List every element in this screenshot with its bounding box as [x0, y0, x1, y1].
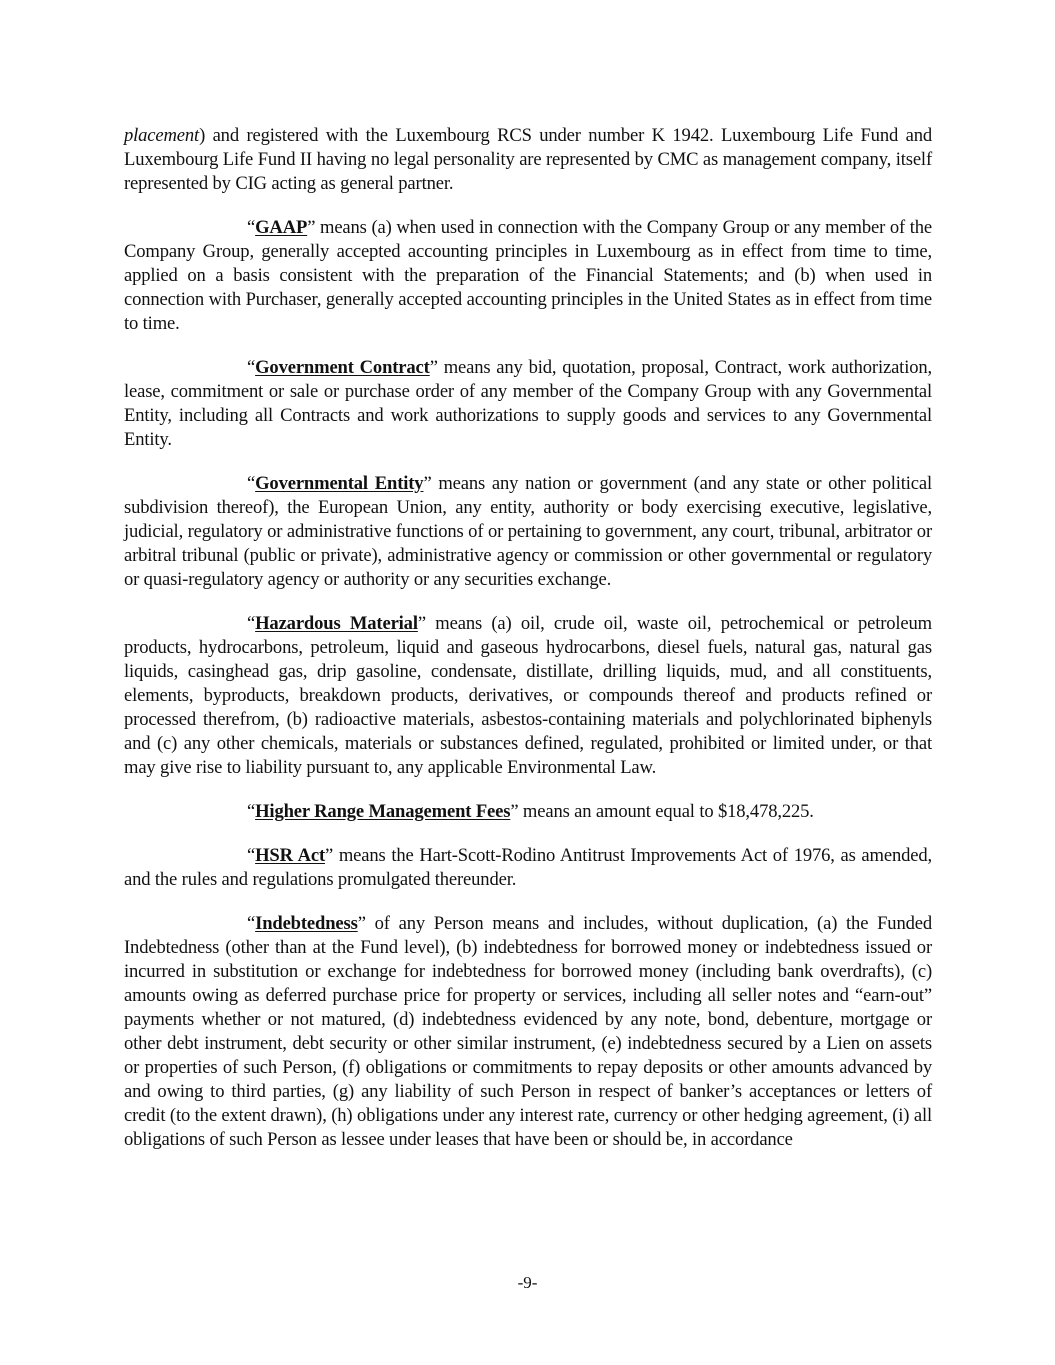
definition-body: means (a) when used in connection with the Company Group or any member of the Company Group, generally accepted accounting principles in Luxembourg as in effect from time to time, applied on a basis consistent with the preparation of the Financial Statements; and (b) when used in connection with Purchaser, generally accepted accounting principles in the United States as in effect from time to time. — [124, 217, 932, 334]
close-quote: ” — [510, 801, 519, 822]
page-number: -9- — [517, 1273, 538, 1292]
defined-term: Governmental Entity — [255, 473, 424, 494]
open-quote: “ — [247, 801, 256, 822]
definition-governmental-entity — [124, 472, 932, 592]
definition-body: means an amount equal to $18,478,225. — [518, 801, 814, 822]
close-quote: ” — [307, 217, 316, 238]
open-quote: “ — [247, 473, 256, 494]
definition-body: means the Hart-Scott-Rodino Antitrust Improvements Act of 1976, as amended, and the rules and regulations promulgated thereunder. — [124, 845, 932, 890]
defined-term: Government Contract — [255, 357, 430, 378]
paragraph-luxembourg-continuation — [124, 124, 932, 196]
italic-lead-text: placement — [124, 125, 200, 146]
open-quote: “ — [247, 845, 256, 866]
definition-hsr-act — [124, 844, 932, 892]
defined-term: Hazardous Material — [255, 613, 418, 634]
definition-gaap — [124, 216, 932, 336]
paragraph-body: ) and registered with the Luxembourg RCS under number K 1942. Luxembourg Life Fund and Luxembourg Life Fund II having no legal personality are represented by CMC as management company, itself represented by CIG acting as general partner. — [124, 125, 932, 194]
definition-body: of any Person means and includes, without duplication, (a) the Funded Indebtedness (other than at the Fund level), (b) indebtedness for borrowed money or indebtedness issued or incurred in substitution or exchange for indebtedness for borrowed money (including bank overdrafts), (c) amounts owing as deferred purchase price for property or services, including all seller notes and “earn-out” payments whether or not matured, (d) indebtedness evidenced by any note, bond, debenture, mortgage or other debt instrument, debt security or other similar instrument, (e) indebtedness secured by a Lien on assets or properties of such Person, (f) obligations or commitments to repay deposits or other amounts advanced by and owing to third parties, (g) any liability of such Person in respect of banker’s acceptances or letters of credit (to the extent drawn), (h) obligations under any interest rate, currency or other hedging agreement, (i) all obligations of such Person as lessee under leases that have been or should be, in accordance — [124, 913, 932, 1150]
defined-term: Higher Range Management Fees — [255, 801, 511, 822]
close-quote: ” — [423, 473, 432, 494]
defined-term: Indebtedness — [255, 913, 358, 934]
definition-government-contract — [124, 356, 932, 452]
open-quote: “ — [247, 913, 256, 934]
document-page — [124, 124, 932, 1172]
open-quote: “ — [247, 217, 256, 238]
definition-indebtedness — [124, 912, 932, 1152]
close-quote: ” — [357, 913, 366, 934]
open-quote: “ — [247, 357, 256, 378]
definition-body: means (a) oil, crude oil, waste oil, petrochemical or petroleum products, hydrocarbons, petroleum, liquid and gaseous hydrocarbons, diesel fuels, natural gas, natural gas liquids, casinghead gas, drip gasoline, condensate, distillate, drilling liquids, mud, and all constituents, elements, byproducts, breakdown products, derivatives, or compounds thereof and products refined or processed therefrom, (b) radioactive materials, asbestos-containing materials and polychlorinated biphenyls and (c) any other chemicals, materials or substances defined, regulated, prohibited or limited under, or that may give rise to liability pursuant to, any applicable Environmental Law. — [124, 613, 932, 778]
close-quote: ” — [429, 357, 438, 378]
close-quote: ” — [325, 845, 334, 866]
defined-term: GAAP — [255, 217, 308, 238]
definition-hazardous-material — [124, 612, 932, 780]
open-quote: “ — [247, 613, 256, 634]
definition-body: means any nation or government (and any state or other political subdivision thereof), the European Union, any entity, authority or body exercising executive, legislative, judicial, regulatory or administrative functions of or pertaining to government, any court, tribunal, arbitrator or arbitral tribunal (public or private), administrative agency or commission or other governmental or regulatory or quasi-regulatory agency or authority or any securities exchange. — [124, 473, 933, 590]
definition-body: means any bid, quotation, proposal, Contract, work authorization, lease, commitment or sale or purchase order of any member of the Company Group with any Governmental Entity, including all Contracts and work authorizations to supply goods and services to any Governmental Entity. — [124, 357, 933, 450]
definition-higher-range-management-fees — [124, 800, 932, 824]
defined-term: HSR Act — [255, 845, 326, 866]
close-quote: ” — [417, 613, 426, 634]
